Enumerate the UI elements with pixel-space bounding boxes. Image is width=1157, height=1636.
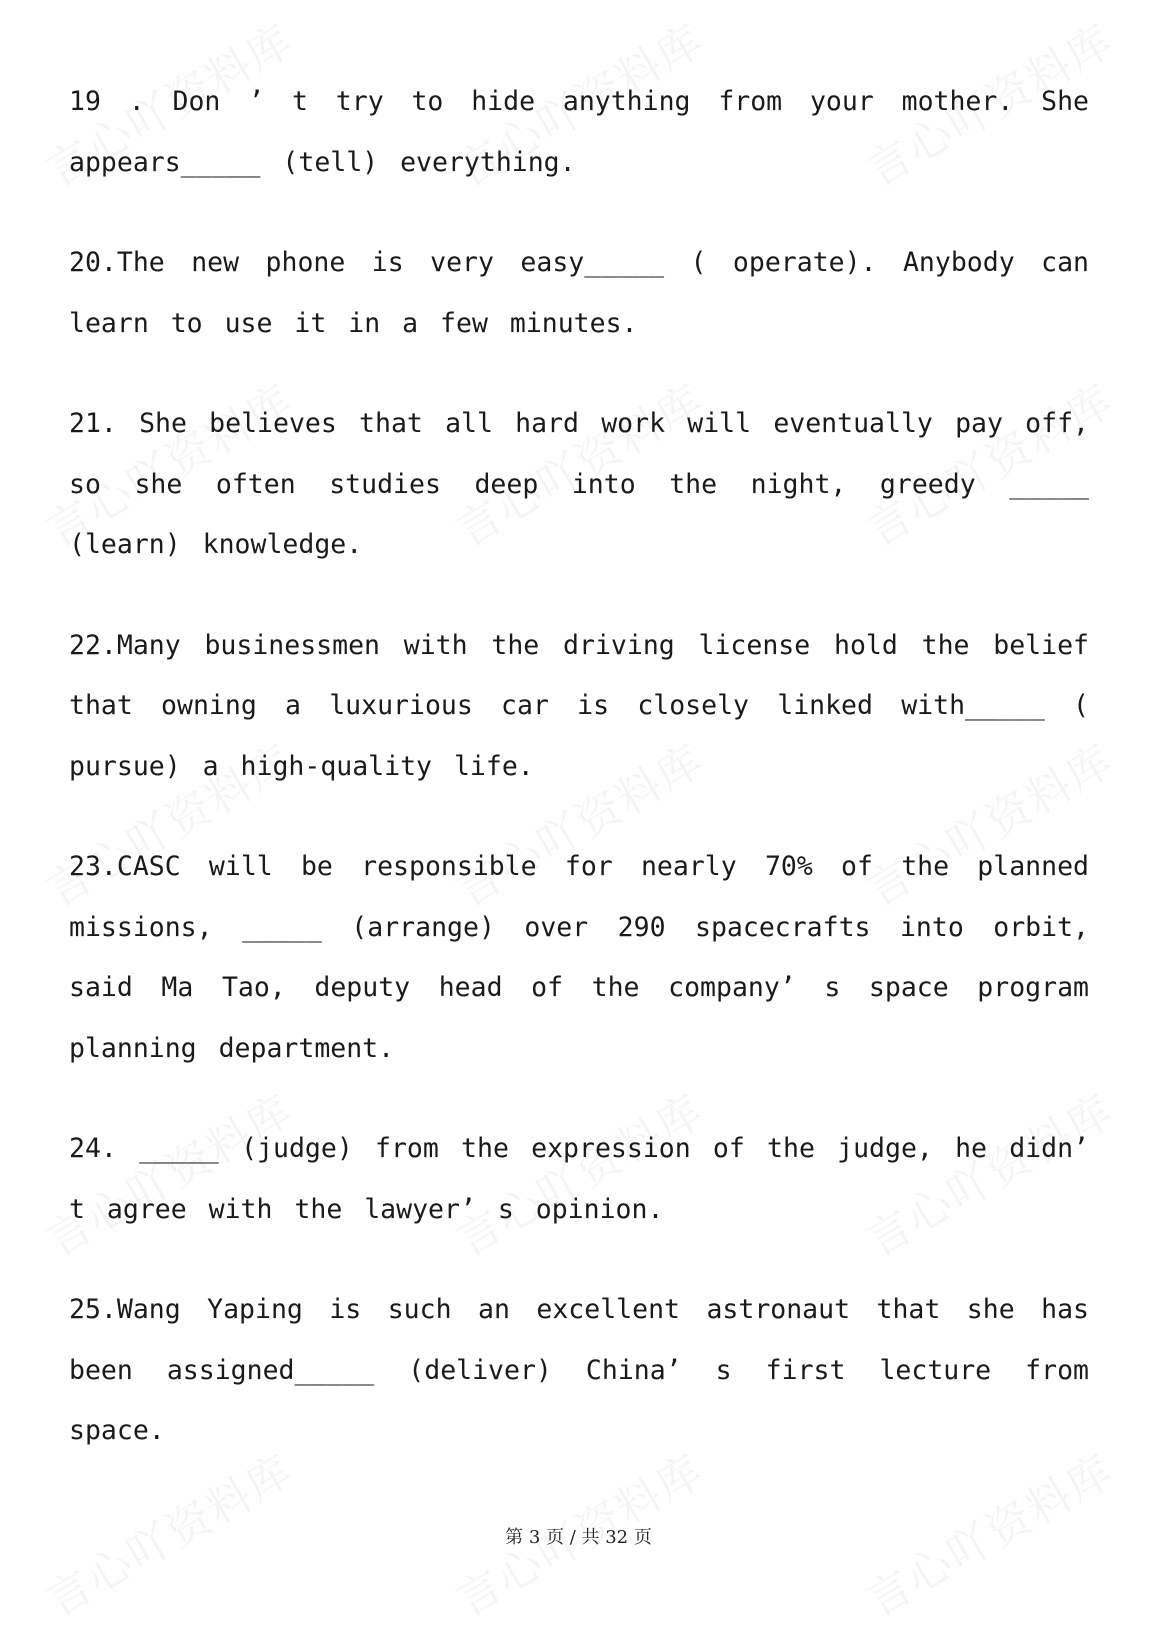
page-number-label: 第 3 页 / 共 32 页 (505, 1527, 652, 1548)
question-20: 20.The new phone is very easy_____ ( operate). Anybody can learn to use it in a few minutes. (69, 247, 1089, 339)
question-19: 19 . Don ’ t try to hide anything from your mother. She appears_____ (tell) everything. (69, 86, 1089, 178)
question-22: 22.Many businessmen with the driving license hold the belief that owning a luxurious car is closely linked with_____ ( pursue) a high-quality life. (69, 629, 1089, 782)
question-24: 24. _____ (judge) from the expression of the judge, he didn’ t agree with the lawyer’ s opinion. (69, 1133, 1089, 1225)
question-21: 21. She believes that all hard work will eventually pay off, so she often studies deep into the night, greedy _____ (learn) knowledge. (69, 408, 1089, 560)
question-23: 23.CASC will be responsible for nearly 70% of the planned missions, _____ (arrange) over 290 spacecrafts into orbit, said Ma Tao, deputy head of the company’ s space program planning department. (69, 851, 1089, 1064)
question-list (69, 72, 1089, 1502)
question-25: 25.Wang Yaping is such an excellent astronaut that she has been assigned_____ (deliver) China’ s first lecture from space. (69, 1294, 1089, 1446)
page-footer (0, 1523, 1157, 1549)
